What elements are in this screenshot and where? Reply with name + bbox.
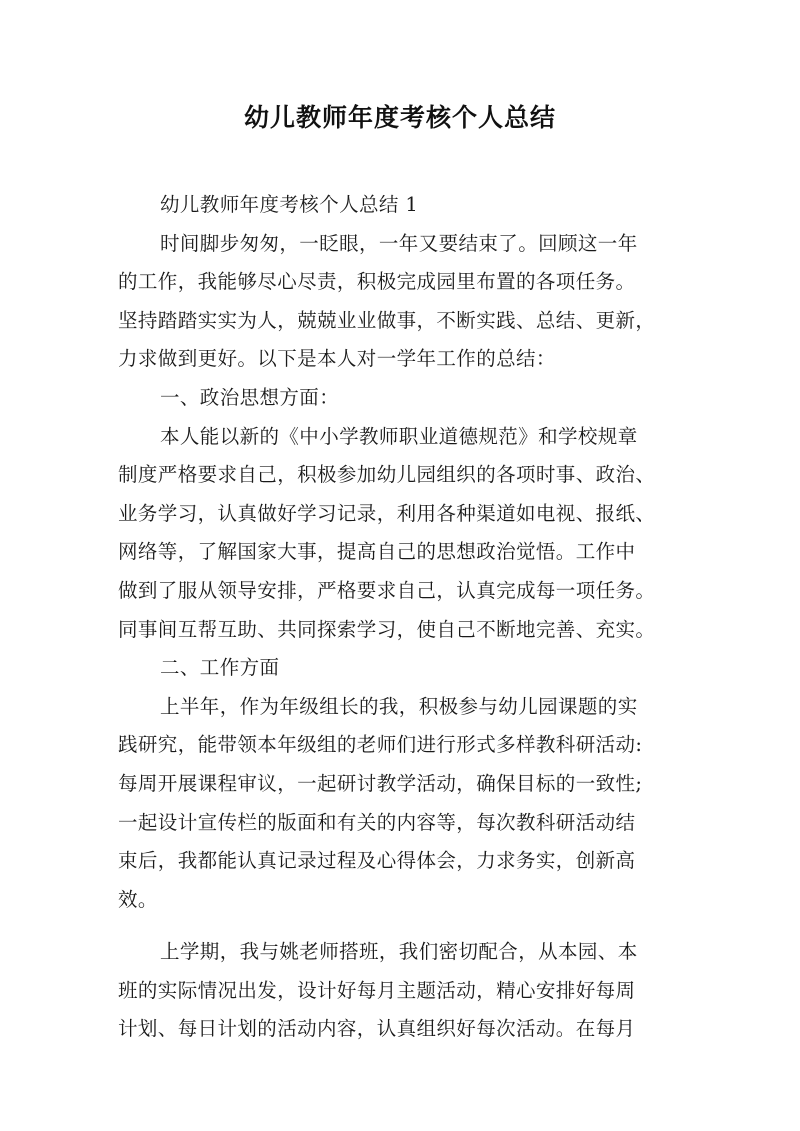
paragraph-line: 的工作，我能够尽心尽责，积极完成园里布置的各项任务。 [118,270,636,294]
paragraph-line: 同事间互帮互助、共同探索学习，使自己不断地完善、充实。 [118,617,656,641]
paragraph-line: 践研究，能带领本年级组的老师们进行形式多样教科研活动: [118,733,643,757]
document-title: 幼儿教师年度考核个人总结 [243,103,556,132]
paragraph-line: 班的实际情况出发，设计好每月主题活动，精心安排好每周 [118,978,636,1002]
section-heading: 幼儿教师年度考核个人总结 1 [160,193,419,216]
paragraph-line: 束后，我都能认真记录过程及心得体会，力求务实，创新高 [118,849,636,873]
section-heading: 二、工作方面 [160,656,280,680]
paragraph-line: 上半年，作为年级组长的我，积极参与幼儿园课题的实 [160,694,638,718]
paragraph-line: 力求做到更好。以下是本人对一学年工作的总结： [118,347,556,371]
paragraph-line: 制度严格要求自己，积极参加幼儿园组织的各项时事、政治、 [118,463,656,487]
document-body [118,186,690,1049]
paragraph-line: 时间脚步匆匆，一眨眼，一年又要结束了。回顾这一年 [160,231,638,255]
section-heading: 一、政治思想方面： [160,385,340,409]
paragraph-line: 每周开展课程审议，一起研讨教学活动，确保目标的一致性; [118,771,643,795]
paragraph-line: 上学期，我与姚老师搭班，我们密切配合，从本园、本 [160,940,638,964]
paragraph-line: 一起设计宣传栏的版面和有关的内容等，每次教科研活动结 [118,810,636,834]
paragraph-line: 业务学习，认真做好学习记录，利用各种渠道如电视、报纸、 [118,501,656,525]
paragraph-line: 网络等，了解国家大事，提高自己的思想政治觉悟。工作中 [118,540,636,564]
paragraph-line: 做到了服从领导安排，严格要求自己，认真完成每一项任务。 [118,578,656,602]
paragraph-line: 坚持踏踏实实为人，兢兢业业做事，不断实践、总结、更新， [118,308,656,332]
paragraph-line: 效。 [118,887,158,911]
paragraph-line: 计划、每日计划的活动内容，认真组织好每次活动。在每月 [118,1017,636,1041]
paragraph-line: 本人能以新的《中小学教师职业道德规范》和学校规章 [160,424,638,448]
